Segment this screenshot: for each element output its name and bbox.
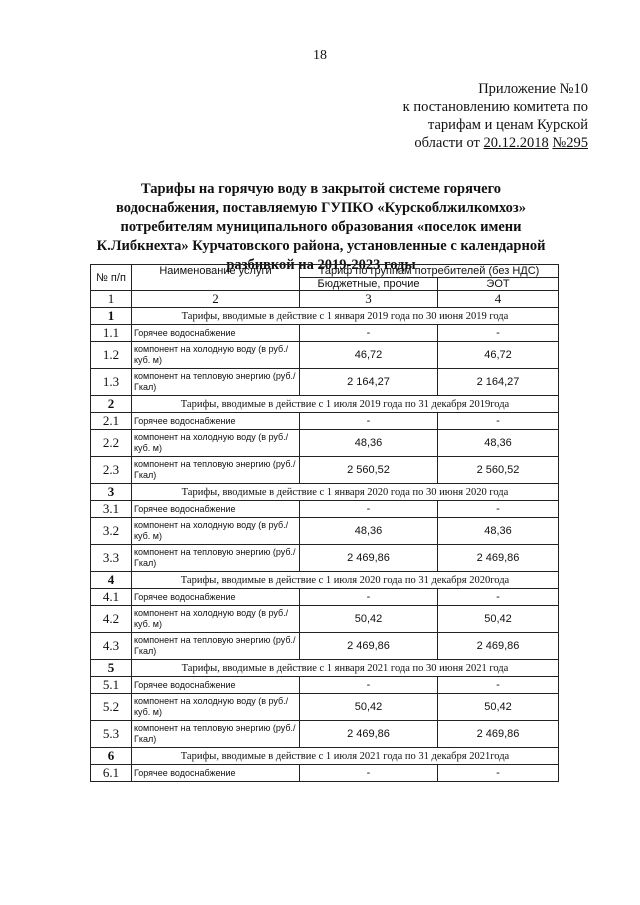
service-name: Горячее водоснабжение: [132, 501, 300, 518]
eot-value: 2 469,86: [438, 545, 559, 572]
eot-value: -: [438, 677, 559, 694]
budget-value: -: [300, 413, 438, 430]
table-row: [91, 369, 559, 396]
eot-value: -: [438, 765, 559, 782]
service-name: Горячее водоснабжение: [132, 677, 300, 694]
appendix-line4-prefix: области от: [414, 135, 484, 151]
table-row: [91, 633, 559, 660]
service-name: компонент на холодную воду (в руб./куб. м): [132, 694, 300, 721]
budget-value: -: [300, 325, 438, 342]
period-row: [91, 484, 559, 501]
period-label: Тарифы, вводимые в действие с 1 июля 2020 года по 31 декабря 2020года: [132, 572, 559, 589]
eot-value: 50,42: [438, 606, 559, 633]
period-label: Тарифы, вводимые в действие с 1 января 2019 года по 30 июня 2019 года: [132, 308, 559, 325]
table-row: [91, 457, 559, 484]
row-number: 5.2: [91, 694, 132, 721]
service-name: компонент на холодную воду (в руб./куб. м): [132, 518, 300, 545]
appendix-line3: тарифам и ценам Курской: [427, 117, 588, 133]
period-label: Тарифы, вводимые в действие с 1 июля 2021 года по 31 декабря 2021года: [132, 748, 559, 765]
appendix-line1: Приложение №10: [478, 81, 588, 97]
period-row: [91, 748, 559, 765]
eot-value: 2 560,52: [438, 457, 559, 484]
table-row: [91, 501, 559, 518]
period-number: 5: [91, 660, 132, 677]
title-line4: К.Либкнехта» Курчатовского района, установленные с календарной: [96, 238, 546, 254]
row-number: 2.1: [91, 413, 132, 430]
row-number: 4.1: [91, 589, 132, 606]
table-row: [91, 325, 559, 342]
table-row: [91, 721, 559, 748]
service-name: компонент на тепловую энергию (руб./Гкал): [132, 633, 300, 660]
row-number: 5.3: [91, 721, 132, 748]
period-row: [91, 308, 559, 325]
eot-value: -: [438, 413, 559, 430]
table-row: [91, 606, 559, 633]
row-number: 3.3: [91, 545, 132, 572]
index-cell: 2: [132, 291, 300, 308]
row-number: 4.2: [91, 606, 132, 633]
row-number: 1.2: [91, 342, 132, 369]
title-line2: водоснабжения, поставляемую ГУПКО «Курскоблжилкомхоз»: [116, 200, 526, 216]
budget-value: -: [300, 589, 438, 606]
title-line5: разбивкой на 2019-2023 годы: [226, 257, 416, 273]
title-line1: Тарифы на горячую воду в закрытой системе горячего: [140, 181, 502, 197]
service-name: компонент на тепловую энергию (руб./Гкал): [132, 457, 300, 484]
period-number: 1: [91, 308, 132, 325]
eot-value: 2 164,27: [438, 369, 559, 396]
table-body: [91, 308, 559, 782]
document-title: [78, 180, 564, 275]
eot-value: 48,36: [438, 518, 559, 545]
service-name: компонент на тепловую энергию (руб./Гкал): [132, 721, 300, 748]
table-row: [91, 413, 559, 430]
budget-value: -: [300, 501, 438, 518]
row-number: 2.2: [91, 430, 132, 457]
table-row: [91, 342, 559, 369]
page-number: 18: [313, 48, 327, 63]
budget-value: 2 469,86: [300, 633, 438, 660]
service-name: Горячее водоснабжение: [132, 413, 300, 430]
header-service: Наименование услуги: [132, 265, 300, 291]
header-budget: Бюджетные, прочие: [300, 278, 438, 291]
budget-value: 48,36: [300, 430, 438, 457]
appendix-header: [348, 80, 588, 152]
budget-value: 2 469,86: [300, 545, 438, 572]
eot-value: 50,42: [438, 694, 559, 721]
table-row: [91, 545, 559, 572]
row-number: 3.2: [91, 518, 132, 545]
row-number: 4.3: [91, 633, 132, 660]
budget-value: -: [300, 765, 438, 782]
title-line3: потребителям муниципального образования «поселок имени: [120, 219, 522, 235]
eot-value: 2 469,86: [438, 721, 559, 748]
period-number: 2: [91, 396, 132, 413]
table-row: [91, 694, 559, 721]
period-label: Тарифы, вводимые в действие с 1 января 2021 года по 30 июня 2021 года: [132, 660, 559, 677]
budget-value: 2 469,86: [300, 721, 438, 748]
eot-value: 48,36: [438, 430, 559, 457]
period-row: [91, 396, 559, 413]
table-row: [91, 589, 559, 606]
budget-value: 48,36: [300, 518, 438, 545]
budget-value: 50,42: [300, 606, 438, 633]
service-name: компонент на холодную воду (в руб./куб. м): [132, 606, 300, 633]
appendix-line2: к постановлению комитета по: [402, 99, 588, 115]
tariff-table: [90, 264, 559, 782]
service-name: компонент на холодную воду (в руб./куб. м): [132, 430, 300, 457]
appendix-date: 20.12.2018: [483, 135, 549, 151]
header-tariff-group: Тариф по группам потребителей (без НДС): [300, 265, 559, 278]
period-row: [91, 660, 559, 677]
budget-value: 2 164,27: [300, 369, 438, 396]
service-name: Горячее водоснабжение: [132, 765, 300, 782]
service-name: компонент на тепловую энергию (руб./Гкал): [132, 545, 300, 572]
appendix-number: №295: [552, 135, 588, 151]
table-row: [91, 765, 559, 782]
eot-value: 46,72: [438, 342, 559, 369]
service-name: компонент на тепловую энергию (руб./Гкал): [132, 369, 300, 396]
budget-value: 46,72: [300, 342, 438, 369]
row-number: 3.1: [91, 501, 132, 518]
period-number: 4: [91, 572, 132, 589]
period-label: Тарифы, вводимые в действие с 1 июля 2019 года по 31 декабря 2019года: [132, 396, 559, 413]
row-number: 6.1: [91, 765, 132, 782]
budget-value: 2 560,52: [300, 457, 438, 484]
row-number: 2.3: [91, 457, 132, 484]
index-cell: 1: [91, 291, 132, 308]
index-cell: 3: [300, 291, 438, 308]
header-num: № п/п: [91, 265, 132, 291]
budget-value: -: [300, 677, 438, 694]
period-label: Тарифы, вводимые в действие с 1 января 2020 года по 30 июня 2020 года: [132, 484, 559, 501]
row-number: 1.1: [91, 325, 132, 342]
service-name: Горячее водоснабжение: [132, 325, 300, 342]
service-name: компонент на холодную воду (в руб./куб. м): [132, 342, 300, 369]
appendix-line4: [348, 134, 588, 152]
period-number: 3: [91, 484, 132, 501]
eot-value: -: [438, 589, 559, 606]
table-row: [91, 430, 559, 457]
table-row: [91, 677, 559, 694]
service-name: Горячее водоснабжение: [132, 589, 300, 606]
row-number: 5.1: [91, 677, 132, 694]
budget-value: 50,42: [300, 694, 438, 721]
period-row: [91, 572, 559, 589]
eot-value: -: [438, 325, 559, 342]
row-number: 1.3: [91, 369, 132, 396]
period-number: 6: [91, 748, 132, 765]
header-eot: ЭОТ: [438, 278, 559, 291]
index-cell: 4: [438, 291, 559, 308]
table-row: [91, 518, 559, 545]
eot-value: 2 469,86: [438, 633, 559, 660]
eot-value: -: [438, 501, 559, 518]
